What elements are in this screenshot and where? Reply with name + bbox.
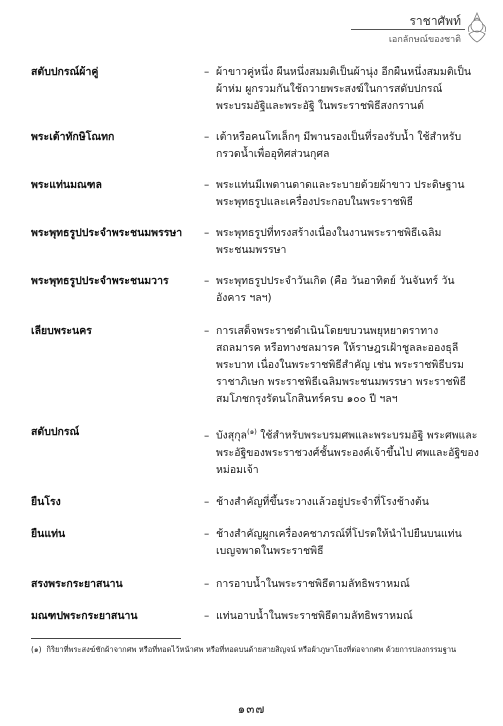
glossary-entry <box>31 177 481 225</box>
definition-text: บังสุกุล <box>216 429 247 442</box>
glossary-term: ยืนแท่น <box>31 528 66 540</box>
glossary-list <box>31 64 481 636</box>
dash: – <box>204 131 210 143</box>
glossary-entry <box>31 129 481 177</box>
definition-text: การเสด็จพระราชดำเนินโดยขบวนพยุหยาตราทางสถลมารค หรือทางชลมารค ให้ราษฎรเฝ้าชูลละอองธุลีพระบาท เนื่องในพระราชพิธีสำคัญ เช่น พระราชพิธีบรมราชาภิเษก พระราชพิธีเฉลิมพระชนมพรรษา พระราชพิธีสมโภชกรุงรัตนโกสินทร์ครบ ๑๐๐ ปี ฯลฯ <box>216 325 466 405</box>
definition-text: พระพุทธรูปที่ทรงสร้างเนื่องในงานพระราชพิธีเฉลิมพระชนมพรรษา <box>216 227 442 256</box>
glossary-definition <box>204 323 481 408</box>
definition-text: ผ้าขาวคู่หนึ่ง ผืนหนึ่งสมมติเป็นผ้านุ่ง อีกผืนหนึ่งสมมติเป็นผ้าห่ม ผูกรวมกันใช้ถวายพระสงฆ์ในการสดับปกรณ์ พระบรมอัฐิและพระอัฐิ ในพระราชพิธีสงกรานต์ <box>216 66 472 112</box>
dash: – <box>204 325 210 337</box>
glossary-definition <box>204 177 481 211</box>
glossary-term: พระเต้าทักษิโณทก <box>31 131 115 143</box>
glossary-definition <box>204 129 481 163</box>
glossary-entry <box>31 273 481 323</box>
page-header <box>321 8 491 48</box>
dash: – <box>204 496 210 508</box>
glossary-term: มณฑปพระกระยาสนาน <box>31 610 138 622</box>
glossary-term: สรงพระกระยาสนาน <box>31 578 123 590</box>
definition-text: พระแท่นมีเพดานดาดและระบายด้วยผ้าขาว ประดิษฐาน พระพุทธรูปและเครื่องประกอบในพระราชพิธี <box>216 179 465 208</box>
definition-text: ช้างสำคัญผูกเครื่องคชาภรณ์ที่โปรดให้นำไปยืนบนแท่นเบญจพาดในพระราชพิธี <box>216 528 462 557</box>
header-title: ราชาศัพท์ <box>409 14 461 28</box>
glossary-term: พระแท่นมณฑล <box>31 179 102 191</box>
glossary-term: พระพุทธรูปประจำพระชนมพรรษา <box>31 227 183 239</box>
dash: – <box>204 66 210 78</box>
glossary-definition <box>204 526 481 560</box>
glossary-definition <box>204 424 481 479</box>
glossary-entry <box>31 494 481 526</box>
glossary-term: เลียบพระนคร <box>31 325 92 337</box>
glossary-term: ยืนโรง <box>31 496 61 508</box>
page-number: ๑๓๗ <box>237 702 266 716</box>
glossary-entry <box>31 323 481 424</box>
glossary-entry <box>31 424 481 494</box>
glossary-term: พระพุทธรูปประจำพระชนมวาร <box>31 275 169 287</box>
royal-emblem-icon <box>463 10 491 46</box>
glossary-entry <box>31 608 481 636</box>
glossary-definition <box>204 576 481 593</box>
definition-text: การอาบน้ำในพระราชพิธีตามลัทธิพราหมณ์ <box>216 578 410 590</box>
glossary-entry <box>31 225 481 273</box>
definition-text: แท่นอาบน้ำในพระราชพิธีตามลัทธิพราหมณ์ <box>216 610 413 622</box>
glossary-definition <box>204 225 481 259</box>
glossary-term: สตับปกรณ์ผ้าคู่ <box>31 66 99 78</box>
dash: – <box>204 610 210 622</box>
glossary-entry <box>31 526 481 576</box>
glossary-entry <box>31 64 481 129</box>
dash: – <box>204 227 210 239</box>
header-divider <box>351 29 465 30</box>
glossary-definition <box>204 64 481 115</box>
definition-text: เต้าหรือคนโทเล็กๆ มีพานรองเป็นที่รองรับน้ำ ใช้สำหรับกรวดน้ำเพื่ออุทิศส่วนกุศล <box>216 131 462 160</box>
header-subtitle: เอกลักษณ์ของชาติ <box>388 35 461 45</box>
definition-text: ช้างสำคัญที่ขึ้นระวางแล้วอยู่ประจำที่โรงช้างต้น <box>216 496 429 508</box>
definition-text: พระพุทธรูปประจำวันเกิด (คือ วันอาทิตย์ วันจันทร์ วันอังคาร ฯลฯ) <box>216 275 455 304</box>
footnote-ref[interactable]: (๑) <box>247 428 257 436</box>
footnote-text: กิริยาที่พระสงฆ์ชักผ้าจากศพ หรือที่ทอดไว้หน้าศพ หรือที่ทอดบนด้ายสายสิญจน์ หรือผ้าภูษาโยงที่ต่อจากศพ ด้วยการปลงกรรมฐาน <box>46 645 457 654</box>
definition-text-continued: ใช้สำหรับพระบรมศพและพระบรมอัฐิ พระศพและพระอัฐิของพระราชวงศ์ชั้นพระองค์เจ้าขึ้นไป ศพและอัฐิของหม่อมเจ้า <box>216 429 479 476</box>
footnote <box>31 644 485 655</box>
dash: – <box>204 429 210 442</box>
dash: – <box>204 528 210 540</box>
glossary-entry <box>31 576 481 608</box>
glossary-definition <box>204 608 481 625</box>
footnote-marker: (๑) <box>31 645 42 654</box>
glossary-definition <box>204 273 481 307</box>
dash: – <box>204 179 210 191</box>
footnote-divider <box>31 638 181 639</box>
dash: – <box>204 275 210 287</box>
glossary-definition <box>204 494 481 511</box>
glossary-term: สดับปกรณ์ <box>31 426 80 438</box>
dash: – <box>204 578 210 590</box>
